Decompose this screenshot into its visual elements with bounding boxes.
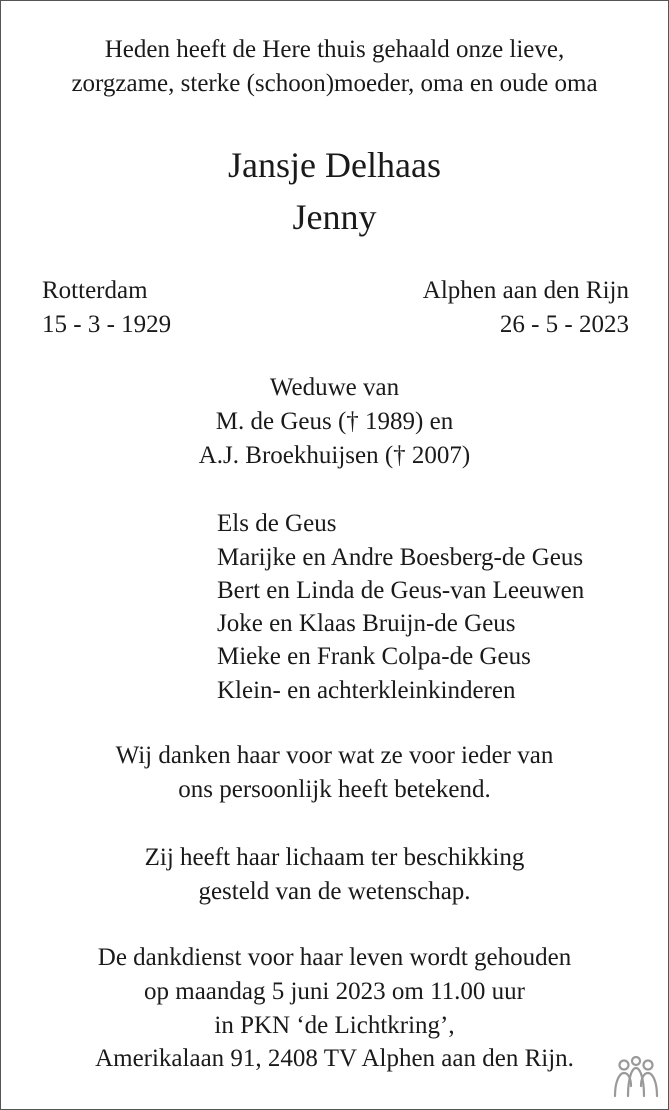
death-place: Alphen aan den Rijn: [422, 277, 629, 304]
intro-line-2: zorgzame, sterke (schoon)moeder, oma en oude oma: [71, 70, 598, 97]
service-line-1: De dankdienst voor haar leven wordt gehouden: [97, 944, 572, 971]
family-member: Marijke en Andre Boesberg-de Geus: [217, 544, 584, 571]
science-line-1: Zij heeft haar lichaam ter beschikking: [144, 844, 525, 871]
death-date: 26 - 5 - 2023: [499, 311, 629, 338]
deceased-name: Jansje Delhaas: [228, 145, 441, 185]
thanks-line-1: Wij danken haar voor wat ze voor ieder van: [115, 742, 554, 769]
widow-line-2: M. de Geus († 1989) en: [215, 408, 454, 435]
family-member: Els de Geus: [217, 510, 337, 537]
deceased-nickname: Jenny: [292, 197, 377, 237]
widow-line-3: A.J. Broekhuijsen († 2007): [198, 442, 471, 469]
family-member: Mieke en Frank Colpa-de Geus: [217, 643, 531, 670]
family-member: Bert en Linda de Geus-van Leeuwen: [217, 577, 585, 604]
intro-line-1: Heden heeft de Here thuis gehaald onze lieve,: [104, 36, 565, 63]
family-member: Joke en Klaas Bruijn-de Geus: [217, 610, 516, 637]
widow-line-1: Weduwe van: [269, 374, 400, 401]
birth-date: 15 - 3 - 1929: [42, 311, 172, 338]
birth-place: Rotterdam: [42, 277, 148, 304]
science-line-2: gesteld van de wetenschap.: [198, 878, 471, 905]
service-line-2: op maandag 5 juni 2023 om 11.00 uur: [144, 978, 525, 1005]
people-group-icon: [610, 1056, 662, 1100]
service-line-3: in PKN ‘de Lichtkring’,: [214, 1012, 455, 1039]
service-line-4: Amerikalaan 91, 2408 TV Alphen aan den Rijn.: [95, 1045, 574, 1072]
family-member: Klein- en achterkleinkinderen: [217, 677, 516, 704]
thanks-line-2: ons persoonlijk heeft betekend.: [178, 776, 491, 803]
